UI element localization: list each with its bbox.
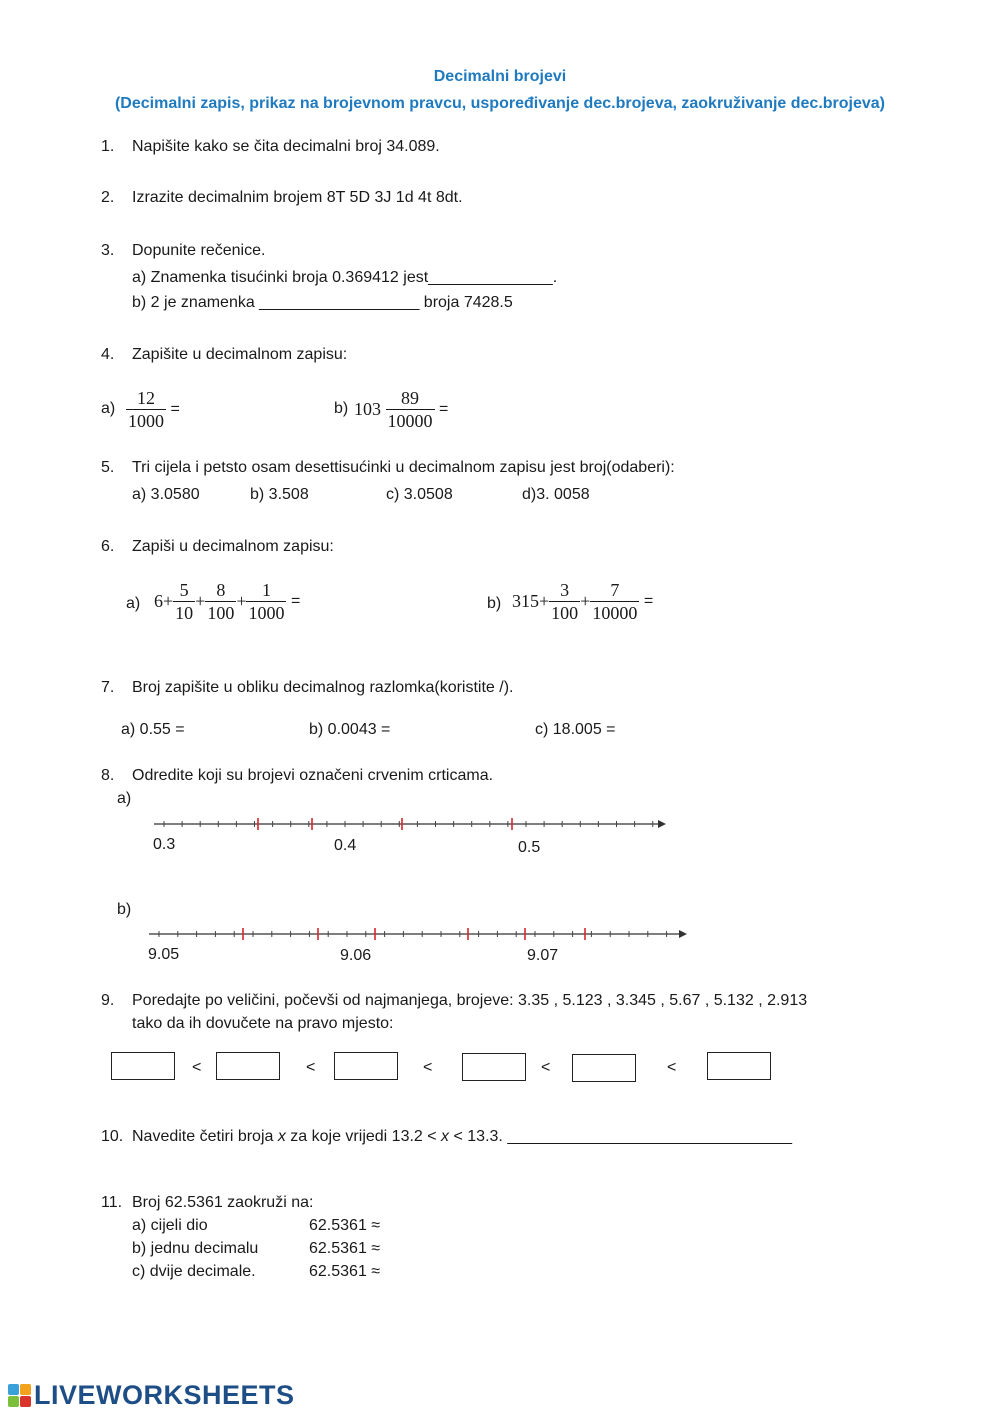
worksheet-subtitle: (Decimalni zapis, prikaz na brojevnom pravcu, uspoređivanje dec.brojeva, zaokruživanje dec.brojeva) <box>114 95 886 112</box>
number-line-b <box>145 922 690 946</box>
rounding-value: 62.5361 ≈ <box>309 1263 381 1280</box>
question-number: 10. <box>101 1128 124 1145</box>
fraction: $\frac{8}{100}$ <box>207 580 235 623</box>
question-7c: c) 18.005 = <box>535 721 616 738</box>
rounding-label: b) jednu decimalu <box>132 1240 259 1257</box>
question-10-text: Navedite četiri broja x za koje vrijedi 13.2 < x < 13.3. ________________________________ <box>132 1128 793 1145</box>
question-11-text: Broj 62.5361 zaokruži na: <box>132 1194 314 1211</box>
question-number: 9. <box>101 992 115 1009</box>
question-4a-expression: $\frac{12}{1000}$ = <box>128 388 180 431</box>
order-slot-1[interactable] <box>111 1052 175 1080</box>
number-line-a-label: a) <box>117 790 132 807</box>
less-than-sign: < <box>423 1059 433 1076</box>
number-line-b-label: b) <box>117 901 132 918</box>
question-number: 8. <box>101 767 115 784</box>
less-than-sign: < <box>667 1059 677 1076</box>
less-than-sign: < <box>306 1059 316 1076</box>
question-4a-label: a) <box>101 400 116 417</box>
rounding-value: 62.5361 ≈ <box>309 1217 381 1234</box>
question-4b-expression: 103 $\frac{89}{10000}$ = <box>354 388 449 431</box>
logo-mark-icon <box>8 1384 31 1407</box>
question-6b-expression: 315+ $\frac{3}{100}$ + $\frac{7}{10000}$ = <box>512 580 654 623</box>
question-number: 5. <box>101 459 115 476</box>
liveworksheets-logo: LIVEWORKSHEETS <box>8 1380 295 1411</box>
number-line-b-tick-label: 9.05 <box>148 946 180 963</box>
fraction: $\frac{7}{10000}$ <box>592 580 638 623</box>
question-3a: a) Znamenka tisućinki broja 0.369412 jest______________. <box>132 269 558 286</box>
rounding-value: 62.5361 ≈ <box>309 1240 381 1257</box>
question-number: 11. <box>101 1194 123 1211</box>
question-5-text: Tri cijela i petsto osam desettisućinki u decimalnom zapisu jest broj(odaberi): <box>132 459 675 476</box>
order-slot-3[interactable] <box>334 1052 398 1080</box>
fraction: $\frac{89}{10000}$ <box>387 388 433 431</box>
number-line-b-tick-label: 9.07 <box>527 947 559 964</box>
question-6a-label: a) <box>126 595 141 612</box>
order-slot-6[interactable] <box>707 1052 771 1080</box>
order-slot-4[interactable] <box>462 1053 526 1081</box>
question-2-text: Izrazite decimalnim brojem 8T 5D 3J 1d 4t 8dt. <box>132 189 463 206</box>
option-c[interactable]: c) 3.0508 <box>386 486 453 503</box>
question-number: 3. <box>101 242 115 259</box>
option-b[interactable]: b) 3.508 <box>250 486 309 503</box>
number-line-a-tick-label: 0.5 <box>518 839 541 856</box>
question-number: 4. <box>101 346 115 363</box>
option-d[interactable]: d)3. 0058 <box>522 486 590 503</box>
worksheet-title: Decimalni brojevi <box>433 68 567 85</box>
less-than-sign: < <box>192 1059 202 1076</box>
number-line-a-tick-label: 0.3 <box>153 836 176 853</box>
fraction: $\frac{1}{1000}$ <box>248 580 285 623</box>
question-6-text: Zapiši u decimalnom zapisu: <box>132 538 334 555</box>
number-line-a <box>150 812 670 836</box>
question-7a: a) 0.55 = <box>121 721 185 738</box>
fraction: $\frac{3}{100}$ <box>551 580 579 623</box>
fraction: $\frac{12}{1000}$ <box>128 388 164 431</box>
question-number: 1. <box>101 138 115 155</box>
order-slot-2[interactable] <box>216 1052 280 1080</box>
question-number: 6. <box>101 538 115 555</box>
number-line-b-tick-label: 9.06 <box>340 947 372 964</box>
question-7-text: Broj zapišite u obliku decimalnog razlomka(koristite /). <box>132 679 514 696</box>
question-9-text: Poredajte po veličini, počevši od najmanjega, brojeve: 3.35 , 5.123 , 3.345 , 5.67 , 5.132 , 2.913 <box>132 992 808 1009</box>
question-3-text: Dopunite rečenice. <box>132 242 266 259</box>
question-4b-label: b) <box>334 400 349 417</box>
question-8-text: Odredite koji su brojevi označeni crvenim crticama. <box>132 767 494 784</box>
question-number: 2. <box>101 189 115 206</box>
question-4-text: Zapišite u decimalnom zapisu: <box>132 346 348 363</box>
question-1-text: Napišite kako se čita decimalni broj 34.089. <box>132 138 440 155</box>
rounding-label: c) dvije decimale. <box>132 1263 256 1280</box>
question-6b-label: b) <box>487 595 502 612</box>
question-3b: b) 2 je znamenka __________________ broja 7428.5 <box>132 294 513 311</box>
question-9-text-2: tako da ih dovučete na pravo mjesto: <box>132 1015 394 1032</box>
question-number: 7. <box>101 679 115 696</box>
order-slot-5[interactable] <box>572 1054 636 1082</box>
rounding-label: a) cijeli dio <box>132 1217 208 1234</box>
question-7b: b) 0.0043 = <box>309 721 391 738</box>
less-than-sign: < <box>541 1059 551 1076</box>
question-6a-expression: 6+ $\frac{5}{10}$ + $\frac{8}{100}$ + $\frac{1}{1000}$ = <box>154 580 301 623</box>
number-line-a-tick-label: 0.4 <box>334 837 357 854</box>
option-a[interactable]: a) 3.0580 <box>132 486 200 503</box>
fraction: $\frac{5}{10}$ <box>175 580 194 623</box>
